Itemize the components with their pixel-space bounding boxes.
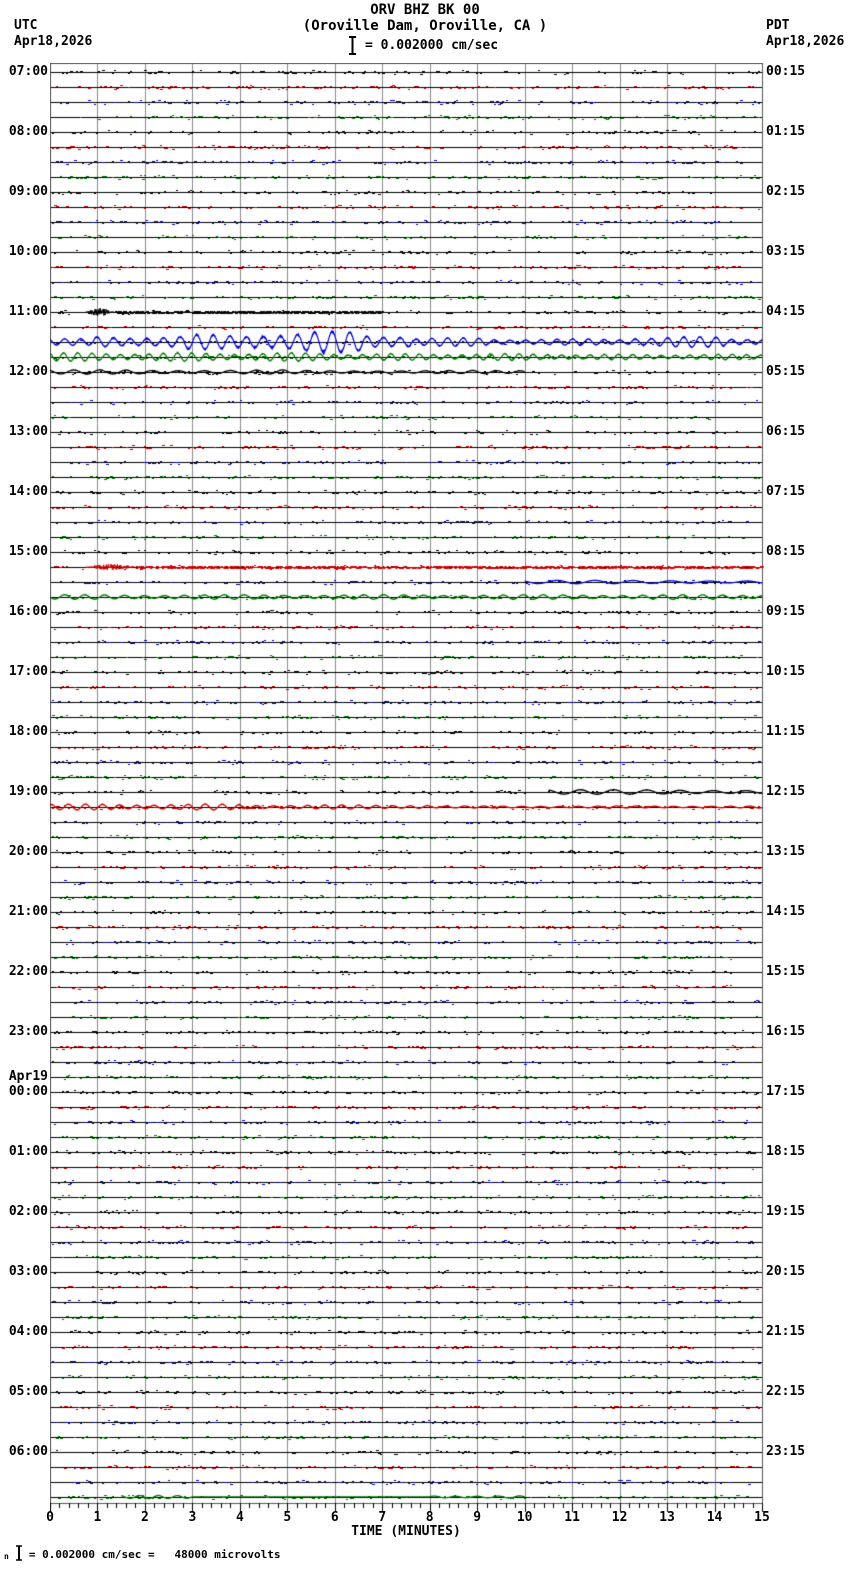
left-hour-label: 20:00 [8,844,48,859]
right-hour-label: 02:15 [766,184,806,199]
left-hour-label: 04:00 [8,1324,48,1339]
left-timezone-label: UTC [14,18,38,33]
x-tick-label: 7 [378,1510,387,1525]
left-hour-label: 13:00 [8,424,48,439]
left-hour-label: 15:00 [8,544,48,559]
left-hour-label: 11:00 [8,304,48,319]
right-hour-label: 08:15 [766,544,806,559]
x-tick-label: 4 [235,1510,244,1525]
left-hour-label: 18:00 [8,724,48,739]
left-hour-label: 08:00 [8,124,48,139]
left-hour-label: 21:00 [8,904,48,919]
scale-bar-icon [348,36,357,55]
left-date-marker: Apr19 [8,1069,48,1084]
right-hour-label: 14:15 [766,904,806,919]
right-hour-label: 10:15 [766,664,806,679]
scale-value-label: = 0.002000 cm/sec [365,38,499,53]
left-hour-label: 02:00 [8,1204,48,1219]
x-tick-label: 15 [754,1510,770,1525]
footer-note-prefix: n [4,1552,9,1561]
x-axis-title: TIME (MINUTES) [351,1524,461,1539]
right-hour-label: 00:15 [766,64,806,79]
left-hour-label: 00:00 [8,1084,48,1099]
right-hour-label: 19:15 [766,1204,806,1219]
left-hour-label: 06:00 [8,1444,48,1459]
left-hour-label: 22:00 [8,964,48,979]
left-hour-label: 05:00 [8,1384,48,1399]
x-tick-label: 12 [611,1510,628,1525]
left-hour-label: 09:00 [8,184,48,199]
right-hour-label: 16:15 [766,1024,806,1039]
right-hour-label: 20:15 [766,1264,806,1279]
x-tick-label: 11 [564,1510,580,1525]
right-date-label: Apr18,2026 [766,34,845,49]
x-tick-label: 6 [330,1510,339,1525]
right-hour-label: 17:15 [766,1084,806,1099]
station-title: ORV BHZ BK 00 [370,2,480,18]
right-hour-label: 15:15 [766,964,806,979]
x-tick-label: 8 [425,1510,434,1525]
right-timezone-label: PDT [766,18,790,33]
x-tick-label: 13 [659,1510,675,1525]
x-tick-label: 5 [283,1510,292,1525]
right-hour-label: 23:15 [766,1444,806,1459]
right-hour-label: 11:15 [766,724,806,739]
right-hour-label: 03:15 [766,244,806,259]
left-hour-label: 07:00 [8,64,48,79]
right-hour-label: 05:15 [766,364,806,379]
left-hour-label: 14:00 [8,484,48,499]
right-hour-label: 04:15 [766,304,806,319]
amplitude-scale [348,36,498,55]
footer-scale-bar-icon [15,1545,23,1561]
x-tick-label: 2 [141,1510,149,1525]
left-hour-label: 10:00 [8,244,48,259]
x-tick-label: 9 [473,1510,482,1525]
right-hour-label: 22:15 [766,1384,806,1399]
right-hour-label: 12:15 [766,784,806,799]
right-hour-label: 21:15 [766,1324,806,1339]
left-hour-label: 16:00 [8,604,48,619]
seismogram-canvas[interactable] [50,63,764,1515]
x-tick-label: 1 [93,1510,102,1525]
footer-note-text: = 0.002000 cm/sec = 48000 microvolts [28,1548,281,1561]
right-hour-label: 06:15 [766,424,806,439]
page-title [0,2,850,34]
left-hour-label: 17:00 [8,664,48,679]
left-hour-label: 19:00 [8,784,48,799]
left-date-label: Apr18,2026 [14,34,93,49]
left-hour-label: 03:00 [8,1264,48,1279]
left-hour-label: 12:00 [8,364,48,379]
right-hour-label: 01:15 [766,124,806,139]
right-hour-label: 13:15 [766,844,806,859]
footer-scale-note [4,1545,281,1561]
left-hour-label: 01:00 [8,1144,48,1159]
x-tick-label: 10 [516,1510,533,1525]
right-hour-label: 18:15 [766,1144,806,1159]
x-tick-label: 0 [46,1510,54,1525]
right-hour-label: 07:15 [766,484,806,499]
left-hour-label: 23:00 [8,1024,48,1039]
x-tick-label: 3 [188,1510,197,1525]
right-hour-label: 09:15 [766,604,806,619]
station-subtitle: (Oroville Dam, Oroville, CA ) [302,18,548,34]
x-tick-label: 14 [706,1510,723,1525]
